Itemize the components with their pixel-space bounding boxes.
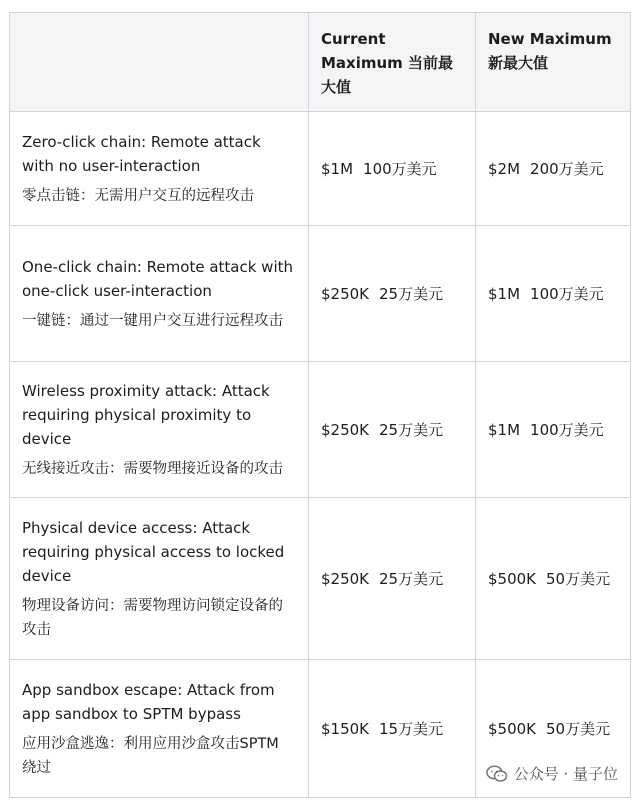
category-en: Wireless proximity attack: Attack requiring physical proximity to device [22,381,270,448]
table-row [10,362,631,498]
new-max-value-zh: 50万美元 [546,719,611,738]
category-zh: 零点击链：无需用户交互的远程攻击 [22,187,254,204]
current-max-value: $250K [321,569,370,588]
new-max-cell [476,498,631,660]
current-max-cell [309,112,476,226]
new-max-cell [476,112,631,226]
current-max-value: $250K [321,420,370,439]
category-en: Physical device access: Attack requiring physical access to locked device [22,518,285,585]
watermark-text: 公众号 · 量子位 [513,765,618,783]
new-max-value: $1M [488,420,521,439]
category-en: One-click chain: Remote attack with one-click user-interaction [22,257,293,300]
table-header-row [10,13,631,112]
current-max-value: $150K [321,719,370,738]
current-max-value-zh: 100万美元 [363,159,437,178]
category-cell [10,660,309,798]
current-max-value-zh: 25万美元 [379,569,444,588]
current-max-value: $250K [321,284,370,303]
category-zh: 一键链：通过一键用户交互进行远程攻击 [22,312,283,329]
current-max-value-zh: 15万美元 [379,719,444,738]
category-zh: 无线接近攻击：需要物理接近设备的攻击 [22,460,283,477]
new-max-value-zh: 100万美元 [530,420,604,439]
new-max-value-zh: 50万美元 [546,569,611,588]
header-current-maximum: Current Maximum 当前最大值 [309,13,476,112]
table-row [10,112,631,226]
category-en: Zero-click chain: Remote attack with no user-interaction [22,132,261,175]
new-max-value: $1M [488,284,521,303]
current-max-cell [309,660,476,798]
watermark [482,761,622,786]
current-max-cell [309,362,476,498]
category-zh: 物理设备访问：需要物理访问锁定设备的攻击 [22,597,283,638]
new-max-value-zh: 200万美元 [530,159,604,178]
current-max-cell [309,226,476,362]
current-max-value-zh: 25万美元 [379,420,444,439]
current-max-cell [309,498,476,660]
new-max-value: $2M [488,159,521,178]
table-row [10,498,631,660]
header-category [10,13,309,112]
current-max-value-zh: 25万美元 [379,284,444,303]
category-cell [10,362,309,498]
category-zh: 应用沙盒逃逸：利用应用沙盒攻击SPTM 绕过 [22,735,279,776]
current-max-value: $1M [321,159,354,178]
new-max-value: $500K [488,719,537,738]
category-cell [10,498,309,660]
new-max-cell [476,362,631,498]
bounty-table [9,12,631,798]
header-new-maximum: New Maximum 新最大值 [476,13,631,112]
category-en: App sandbox escape: Attack from app sandbox to SPTM bypass [22,680,275,723]
wechat-icon [486,765,508,783]
new-max-value: $500K [488,569,537,588]
new-max-cell [476,226,631,362]
new-max-value-zh: 100万美元 [530,284,604,303]
category-cell [10,226,309,362]
category-cell [10,112,309,226]
table-row [10,226,631,362]
